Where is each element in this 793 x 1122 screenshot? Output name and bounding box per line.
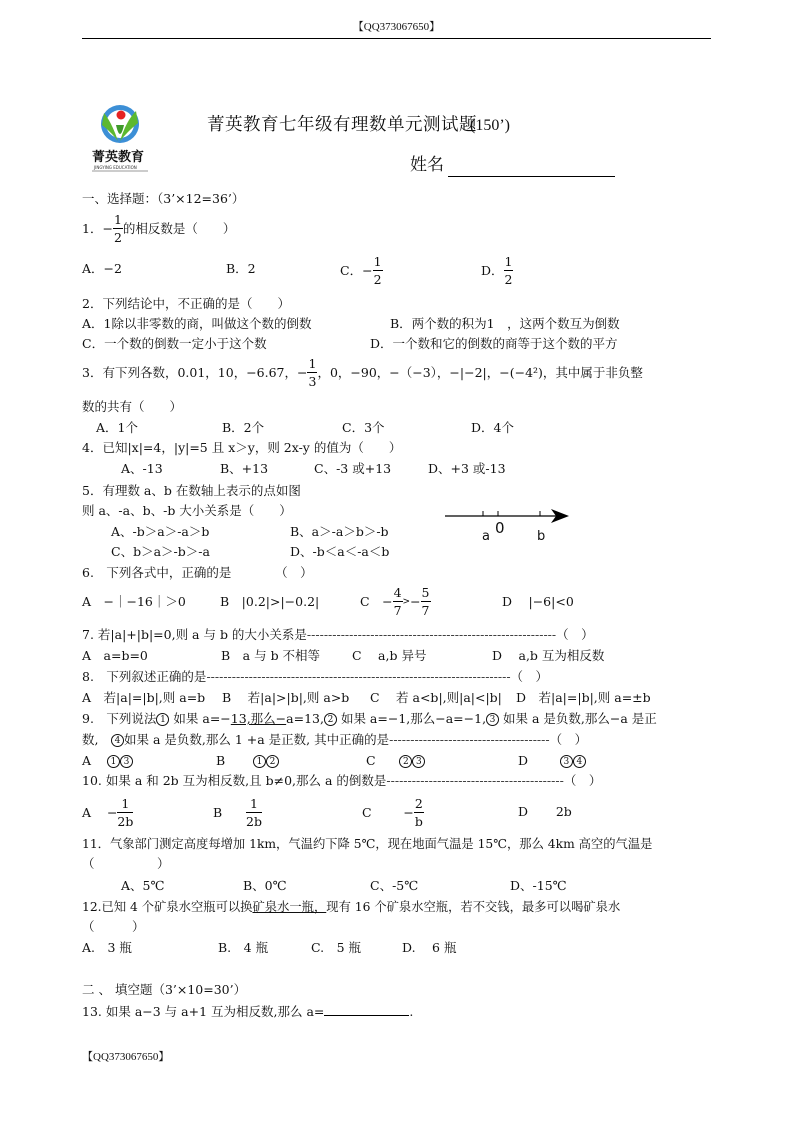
q1-option-b[interactable]: B．2 — [226, 261, 256, 276]
q5-option-a[interactable]: A、-b＞a＞-a＞b — [111, 524, 210, 539]
question-10: 10. 如果 a 和 2b 互为相反数,且 b≠0,那么 a 的倒数是------------------------------------------（ ） — [82, 773, 602, 788]
brand-logo — [90, 103, 160, 175]
q7-option-b[interactable]: B a 与 b 不相等 — [221, 648, 321, 663]
q2-option-c[interactable]: C．一个数的倒数一定小于这个数 — [82, 336, 267, 351]
q1-option-d[interactable]: D． $\frac{1}{2}$ — [481, 253, 513, 287]
q11-option-c[interactable]: C、-5℃ — [370, 878, 419, 893]
q11-option-a[interactable]: A、5℃ — [121, 878, 165, 893]
q12-option-d[interactable]: D. 6 瓶 — [402, 940, 457, 955]
q5-option-d[interactable]: D、-b＜a＜-a＜b — [290, 544, 390, 559]
q4-option-d[interactable]: D、+3 或-13 — [428, 461, 506, 476]
number-line-figure — [445, 508, 575, 548]
question-4: 4．已知|x|=4，|y|=5 且 x＞y，则 2x-y 的值为（ ） — [82, 440, 402, 455]
q4-option-c[interactable]: C、-3 或+13 — [314, 461, 392, 476]
question-11-paren: （ ） — [82, 856, 170, 871]
q10-option-a[interactable]: A − $\frac{1}{2b}$ — [82, 795, 134, 829]
q10-option-c[interactable]: C − $\frac{2}{b}$ — [362, 795, 423, 829]
q8-option-b[interactable]: B 若|a|>|b|,则 a>b — [222, 690, 350, 705]
question-12: 12.已知 4 个矿泉水空瓶可以换矿泉水一瓶，现有 16 个矿泉水空瓶，若不交钱，最多可以喝矿泉水 — [82, 900, 621, 914]
q6-option-b[interactable]: B |0.2|>|−0.2| — [220, 594, 320, 609]
q9-option-c[interactable]: C 2 3 — [366, 755, 425, 768]
q7-option-c[interactable]: C a,b 异号 — [352, 648, 427, 663]
q1-fraction: $\frac{1}{2}$ — [113, 211, 122, 245]
q3-option-d[interactable]: D．4个 — [471, 420, 514, 435]
question-2: 2．下列结论中，不正确的是（ ） — [82, 296, 290, 311]
q1-sign: − — [102, 220, 113, 236]
question-3: 3．有下列各数，0.01，10，−6.67，− $\frac{1}{3}$ ，0，−90，−（−3），−|−2|，−(−4²)，其中属于非负整 — [82, 355, 643, 389]
q13-answer-blank[interactable] — [324, 1004, 409, 1016]
question-7: 7. 若|a|+|b|=0,则 a 与 b 的大小关系是-----------------------------------------------------------（ ） — [82, 627, 594, 642]
q5-option-b[interactable]: B、a＞-a＞b＞-b — [290, 524, 389, 539]
question-6: 6. 下列各式中，正确的是 （ ） — [82, 565, 313, 580]
q7-option-a[interactable]: A a=b=0 — [82, 648, 148, 663]
q2-option-a[interactable]: A．1除以非零数的商，叫做这个数的倒数 — [82, 316, 312, 331]
q10-option-b[interactable]: B $\frac{1}{2b}$ — [213, 795, 262, 829]
q9-option-d[interactable]: D 3 4 — [518, 755, 586, 768]
q3-option-a[interactable]: A．1个 — [96, 420, 138, 435]
q12-option-c[interactable]: C. 5 瓶 — [311, 940, 362, 955]
total-score: (150’) — [470, 117, 510, 134]
page-footer: 【QQ373067650】 — [82, 1051, 170, 1063]
question-9: 9. 下列说法 1 如果 a=−13,那么−a=13, 2 如果 a=−1,那么−a=−1, 3 如果 a 是负数,那么−a 是正 — [82, 711, 657, 726]
section-1-heading: 一、选择题：（3’×12=36’） — [82, 191, 245, 206]
question-13: 13. 如果 a−3 与 a+1 互为相反数,那么 a= . — [82, 1004, 414, 1019]
q9-option-a[interactable]: A 1 3 — [82, 755, 133, 768]
q6-option-d[interactable]: D |−6|<0 — [502, 594, 574, 609]
q8-option-a[interactable]: A 若|a|=|b|,则 a=b — [82, 690, 206, 705]
q1-text: 的相反数是（ ） — [122, 220, 236, 236]
question-8: 8. 下列叙述正确的是------------------------------------------------------------------------（ ） — [82, 669, 549, 684]
q4-option-a[interactable]: A、-13 — [121, 461, 163, 476]
q3-option-c[interactable]: C．3个 — [342, 420, 385, 435]
name-label: 姓名 — [410, 155, 444, 175]
page-title: 菁英教育七年级有理数单元测试题 — [207, 115, 477, 135]
numline-label-a: a — [482, 529, 490, 544]
q11-option-b[interactable]: B、0℃ — [243, 878, 287, 893]
q2-option-b[interactable]: B．两个数的积为1 ，这两个数互为倒数 — [390, 316, 620, 331]
q8-option-c[interactable]: C 若 a<b|,则|a|<|b| — [370, 690, 502, 705]
q5-option-c[interactable]: C、b＞a＞-b＞-a — [111, 544, 210, 559]
numline-label-b: b — [537, 529, 546, 544]
q9-option-b[interactable]: B 1 2 — [216, 755, 279, 768]
question-1 — [82, 213, 235, 245]
question-5-cont: 则 a、-a、b、-b 大小关系是（ ） — [82, 503, 292, 518]
page-header: 【QQ373067650】 — [352, 21, 441, 33]
q3-option-b[interactable]: B．2个 — [222, 420, 265, 435]
logo-sub-text: JINGYING EDUCATION — [94, 165, 137, 170]
question-11: 11．气象部门测定高度每增加 1km，气温约下降 5℃，现在地面气温是 15℃，那么 4km 高空的气温是 — [82, 837, 653, 851]
numline-label-zero: 0 — [495, 519, 505, 537]
q12-option-a[interactable]: A. 3 瓶 — [82, 940, 132, 955]
q1-number: 1． — [82, 220, 103, 236]
question-5: 5．有理数 a、b 在数轴上表示的点如图 — [82, 483, 301, 498]
q1-option-a[interactable]: A．−2 — [82, 261, 122, 276]
question-3-cont: 数的共有（ ） — [82, 399, 183, 414]
q12-option-b[interactable]: B. 4 瓶 — [218, 940, 269, 955]
q1-option-c[interactable]: C． − $\frac{1}{2}$ — [340, 253, 382, 287]
q7-option-d[interactable]: D a,b 互为相反数 — [492, 648, 605, 663]
q10-option-d[interactable]: D 2b — [518, 804, 572, 819]
q6-option-a[interactable]: A −｜−16｜＞0 — [82, 594, 186, 609]
name-field[interactable] — [448, 176, 615, 177]
q4-option-b[interactable]: B、+13 — [220, 461, 269, 476]
q8-option-d[interactable]: D 若|a|=|b|,则 a=±b — [516, 690, 651, 705]
header-rule — [82, 38, 711, 39]
logo-brand-text: 菁英教育 — [92, 150, 145, 165]
question-9-cont: 数, 4 如果 a 是负数,那么 1 +a 是正数, 其中正确的是--------------------------------------（ ） — [82, 732, 588, 747]
question-12-paren: （ ） — [82, 919, 145, 934]
q2-option-d[interactable]: D．一个数和它的倒数的商等于这个数的平方 — [370, 336, 618, 351]
q11-option-d[interactable]: D、-15℃ — [510, 878, 567, 893]
section-2-heading: 二 、 填空题（3’×10=30’） — [82, 982, 247, 997]
q6-option-c[interactable]: C − $\frac{4}{7}$ > − $\frac{5}{7}$ — [360, 584, 430, 618]
